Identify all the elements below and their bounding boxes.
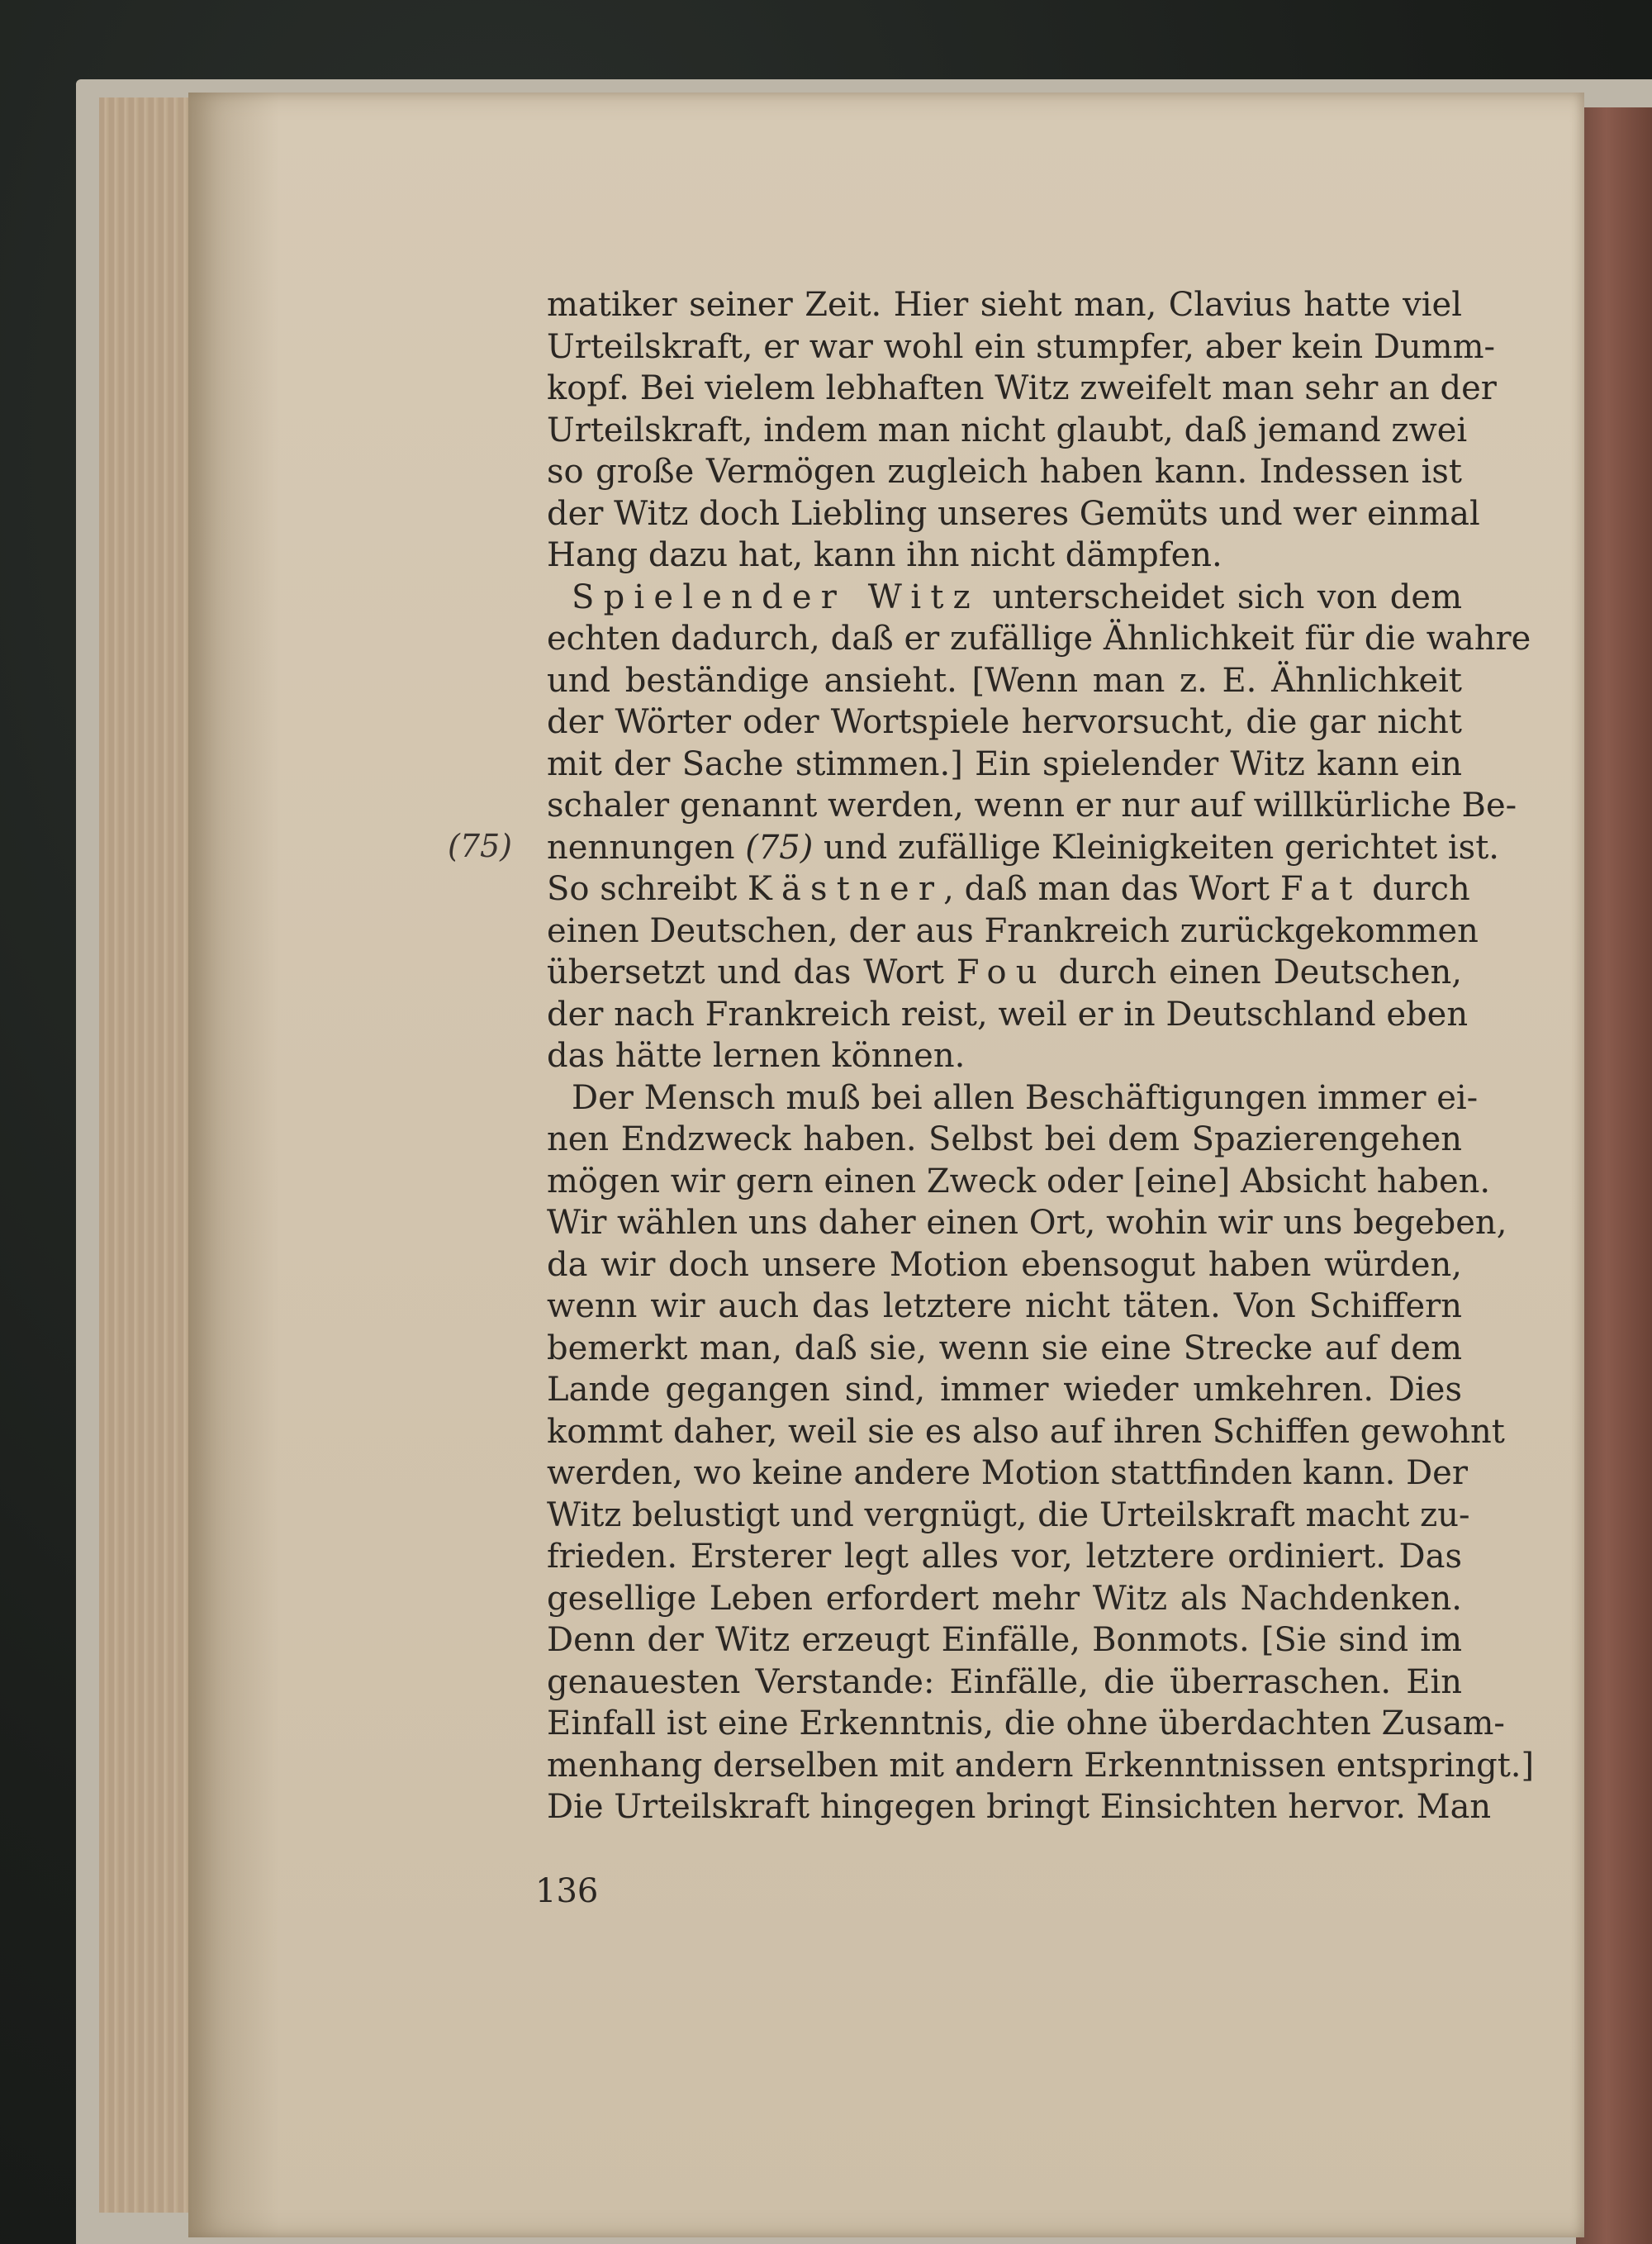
text-line: so große Vermögen zugleich haben kann. Indessen ist [547, 453, 1462, 491]
text-line: Die Urteilskraft hingegen bringt Einsichten hervor. Man [547, 1788, 1492, 1826]
page-gutter [188, 93, 279, 2237]
text-line: bemerkt man, daß sie, wenn sie eine Strecke auf dem [547, 1329, 1462, 1367]
book-cover-edge [1576, 107, 1652, 2244]
page-number: 136 [535, 1872, 599, 1910]
text-line: Hang dazu hat, kann ihn nicht dämpfen. [547, 536, 1222, 574]
text-line: matiker seiner Zeit. Hier sieht man, Clavius hatte viel [547, 286, 1462, 324]
margin-note: (75) [448, 828, 513, 864]
text-line: da wir doch unsere Motion ebensogut haben würden, [547, 1245, 1462, 1284]
text-fragment: , daß man das Wort [943, 870, 1280, 908]
text-line: Witz belustigt und vergnügt, die Urteilskraft macht zu- [547, 1495, 1470, 1534]
text-line [547, 577, 1462, 619]
text-line [547, 952, 1462, 994]
text-line: und beständige ansieht. [Wenn man z. E. Ähnlichkeit [547, 661, 1462, 700]
text-line: Der Mensch muß bei allen Beschäftigungen immer ei- [572, 1078, 1479, 1117]
text-line: genauesten Verstande: Einfälle, die überraschen. Ein [547, 1662, 1462, 1701]
body-text [547, 284, 1535, 1828]
text-line: Wir wählen uns daher einen Ort, wohin wir uns begeben, [547, 1204, 1507, 1242]
text-line: kopf. Bei vielem lebhaften Witz zweifelt man sehr an der [547, 369, 1497, 407]
text-line: nen Endzweck haben. Selbst bei dem Spazierengehen [547, 1120, 1462, 1158]
text-line: Denn der Witz erzeugt Einfälle, Bonmots. [Sie sind im [547, 1621, 1462, 1659]
text-fragment: nennungen [547, 828, 746, 867]
text-line: menhang derselben mit andern Erkenntnissen entspringt.] [547, 1746, 1535, 1785]
text-fragment: übersetzt und das Wort [547, 953, 957, 991]
spaced-term: Kästner [747, 870, 944, 908]
text-fragment: durch [1361, 870, 1470, 908]
text-line: der Witz doch Liebling unseres Gemüts und wer einmal [547, 494, 1480, 533]
text-line: schaler genannt werden, wenn er nur auf willkürliche Be- [547, 787, 1517, 825]
text-line: mit der Sache stimmen.] Ein spielender Witz kann ein [547, 744, 1462, 783]
text-line [547, 827, 1499, 869]
text-line: das hätte lernen können. [547, 1037, 966, 1075]
text-fragment: durch einen Deutschen, [1046, 953, 1462, 991]
spaced-term: Fat [1279, 870, 1362, 908]
text-line: mögen wir gern einen Zweck oder [eine] Absicht haben. [547, 1162, 1491, 1200]
text-fragment: So schreibt [547, 870, 748, 908]
spaced-term: Fou [956, 953, 1047, 991]
text-line: Urteilskraft, er war wohl ein stumpfer, aber kein Dumm- [547, 327, 1496, 366]
text-fragment: und zufällige Kleinigkeiten gerichtet ist. [813, 828, 1499, 867]
text-line: gesellige Leben erfordert mehr Witz als Nachdenken. [547, 1579, 1462, 1618]
inline-reference: (75) [745, 828, 814, 867]
spaced-term: Spielender Witz [572, 578, 980, 616]
text-line: Lande gegangen sind, immer wieder umkehren. Dies [547, 1371, 1462, 1409]
text-fragment: unterscheidet sich von dem [979, 578, 1462, 616]
text-line: werden, wo keine andere Motion stattfinden kann. Der [547, 1454, 1468, 1492]
text-line: Urteilskraft, indem man nicht glaubt, daß jemand zwei [547, 411, 1468, 449]
text-line [547, 868, 1470, 910]
text-line: frieden. Ersterer legt alles vor, letztere ordiniert. Das [547, 1538, 1462, 1576]
text-line: kommt daher, weil sie es also auf ihren Schiffen gewohnt [547, 1412, 1505, 1451]
text-line: wenn wir auch das letztere nicht täten. Von Schiffern [547, 1287, 1462, 1325]
text-line: der Wörter oder Wortspiele hervorsucht, die gar nicht [547, 703, 1462, 741]
text-line: echten dadurch, daß er zufällige Ähnlichkeit für die wahre [547, 620, 1531, 658]
text-line: der nach Frankreich reist, weil er in Deutschland eben [547, 995, 1469, 1034]
text-line: Einfall ist eine Erkenntnis, die ohne überdachten Zusam- [547, 1704, 1505, 1742]
text-line: einen Deutschen, der aus Frankreich zurückgekommen [547, 911, 1479, 950]
